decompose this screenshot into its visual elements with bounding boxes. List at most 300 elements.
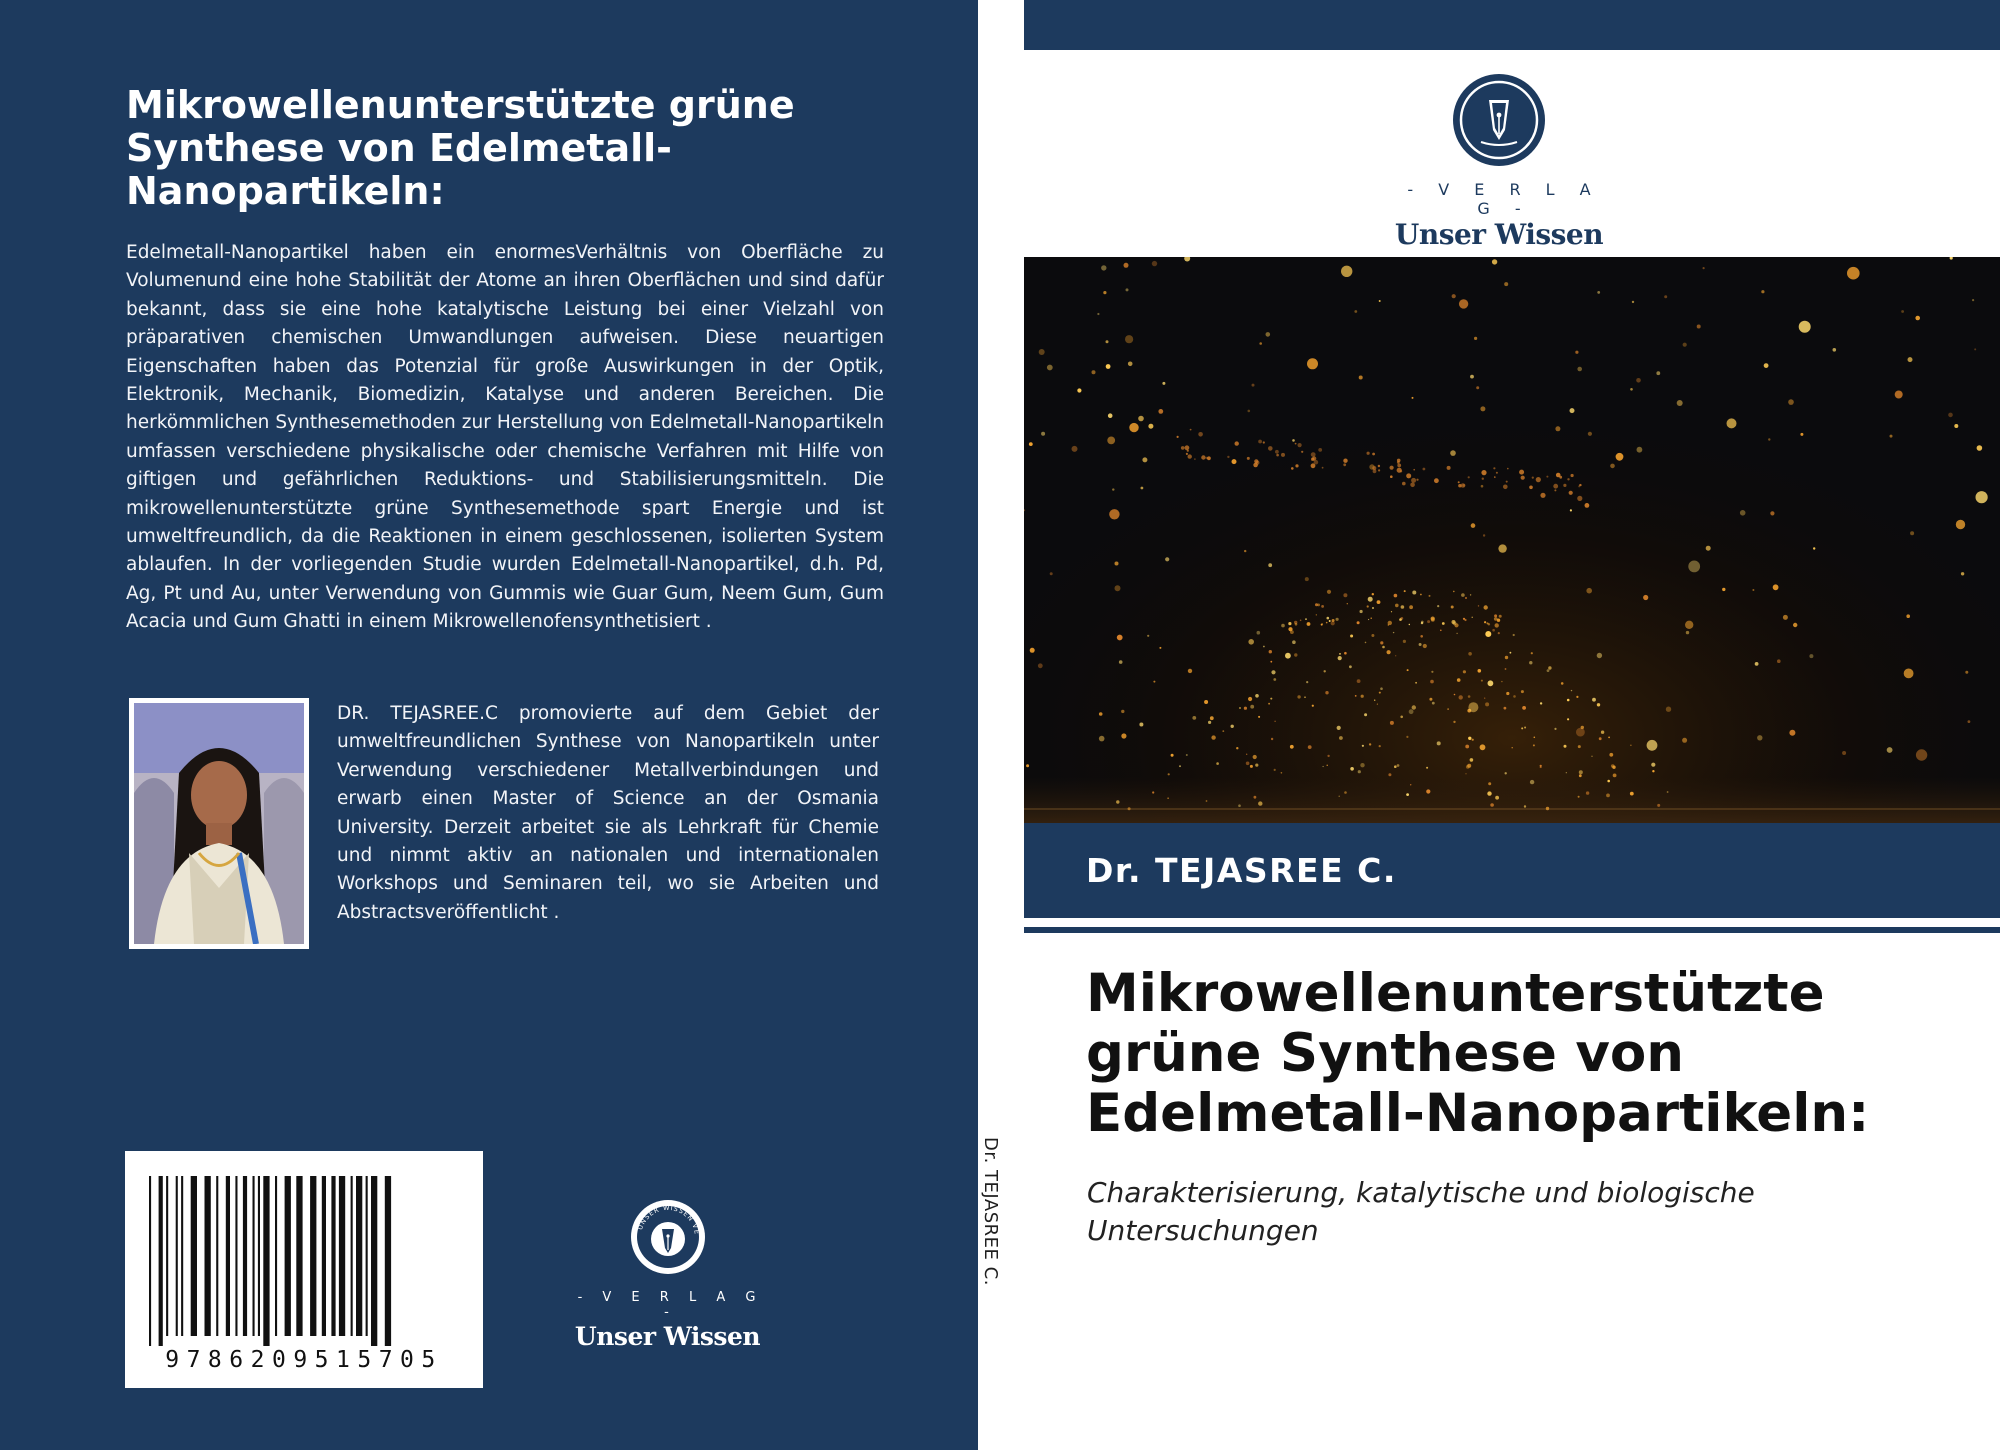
glow-particle (1686, 631, 1689, 634)
glow-particle (1129, 423, 1138, 432)
glow-particle (1506, 692, 1509, 695)
glow-particle (1390, 466, 1394, 470)
spine-author: Dr. TEJASREE C. (980, 1137, 1001, 1286)
glow-particle (1250, 705, 1254, 709)
glow-particle (1498, 632, 1500, 634)
glow-particle (1148, 424, 1153, 429)
glow-particle (1664, 295, 1667, 298)
glow-particle (1667, 791, 1669, 793)
glow-particle (1472, 739, 1474, 741)
glow-particle (1271, 670, 1275, 674)
glow-particle (1115, 585, 1121, 591)
glow-particle (1380, 687, 1383, 690)
glow-particle (1406, 736, 1408, 738)
glow-particle (1454, 694, 1456, 696)
glow-particle (1534, 737, 1536, 739)
glow-particle (1258, 716, 1260, 718)
glow-particle (1463, 670, 1466, 673)
barcode-bar (258, 1176, 260, 1336)
glow-particle (1432, 702, 1435, 705)
front-publisher-logo (1389, 72, 1609, 251)
glow-particle (1244, 707, 1247, 710)
glow-particle (1222, 730, 1224, 732)
glow-particle (1288, 627, 1292, 631)
glow-particle (1453, 591, 1455, 593)
glow-particle (1138, 416, 1144, 422)
barcode-bar (216, 1176, 218, 1336)
glow-particle (1295, 464, 1298, 467)
fountain-pen-nib-icon (629, 1198, 707, 1276)
glow-particle (1343, 463, 1346, 466)
glow-particle (1372, 466, 1376, 470)
glow-particle (1522, 706, 1526, 710)
glow-particle (1459, 299, 1468, 308)
glow-particle (1339, 736, 1343, 740)
glow-particle (1547, 669, 1550, 672)
glow-particle (1268, 703, 1270, 705)
isbn-barcode (125, 1151, 483, 1388)
glow-particle (1789, 730, 1795, 736)
glow-particle (1295, 443, 1297, 445)
glow-particle (1809, 654, 1813, 658)
glow-particle (1327, 765, 1328, 766)
glow-particle (1519, 470, 1524, 475)
glow-particle (1597, 291, 1600, 294)
glow-particle (1406, 793, 1409, 796)
glow-particle (1349, 665, 1352, 668)
glow-particle (1426, 789, 1430, 793)
glow-particle (1410, 483, 1415, 488)
glow-particle (1321, 605, 1324, 608)
barcode-bars (147, 1176, 461, 1346)
glow-particle (1464, 619, 1466, 621)
glow-particle (1372, 453, 1375, 456)
author-photo (129, 698, 309, 949)
glow-particle (1588, 432, 1592, 436)
glow-particle (1115, 562, 1119, 566)
glow-particle (1540, 766, 1542, 768)
glow-particle (1159, 647, 1161, 649)
glow-particle (1364, 713, 1367, 716)
glow-particle (1400, 470, 1402, 472)
glow-particle (1397, 764, 1400, 767)
glow-particle (1481, 470, 1486, 475)
glow-particle (1579, 484, 1581, 486)
glow-particle (1128, 807, 1131, 810)
glow-particle (1434, 478, 1439, 483)
glow-particle (1402, 482, 1406, 486)
author-band (1024, 823, 2000, 918)
glow-particle (1210, 716, 1214, 720)
glow-particle (1524, 727, 1526, 729)
glow-particle (1569, 491, 1573, 495)
glow-particle (1368, 619, 1369, 620)
glow-particle (1472, 617, 1473, 618)
barcode-bar (226, 1176, 230, 1336)
glow-particle (1397, 459, 1401, 463)
barcode-bar (339, 1176, 345, 1336)
glow-particle (1244, 550, 1246, 552)
glow-particle (1121, 733, 1126, 738)
glow-particle (1254, 796, 1257, 799)
glow-particle (1281, 624, 1285, 628)
glow-particle (1476, 386, 1479, 389)
glow-particle (1529, 486, 1533, 490)
glow-particle (1291, 467, 1294, 470)
back-cover-title: Mikrowellenunterstützte grüne Synthese von Edelmetall-Nanopartikeln: (126, 83, 795, 213)
glow-particle (1471, 523, 1476, 528)
glow-particle (1268, 446, 1273, 451)
glow-particle (1503, 485, 1508, 490)
glow-particle (1788, 399, 1794, 405)
glow-particle (1630, 792, 1634, 796)
glow-particle (1505, 668, 1507, 670)
glow-particle (1468, 652, 1472, 656)
glow-particle (1576, 696, 1578, 698)
glow-particle (1307, 358, 1318, 369)
glow-particle (1109, 509, 1119, 519)
glow-particle (1248, 410, 1251, 413)
barcode-bar (176, 1176, 178, 1336)
glow-particle (1322, 623, 1323, 624)
barcode-bar (166, 1176, 168, 1336)
glow-particle (1972, 299, 1974, 301)
glow-particle (1703, 267, 1705, 269)
barcode-bar (371, 1176, 377, 1346)
glow-particle (1616, 453, 1624, 461)
glow-particle (1656, 371, 1660, 375)
glow-particle (1478, 605, 1479, 606)
fountain-pen-nib-icon (1451, 72, 1547, 168)
glow-particle (1490, 803, 1494, 807)
glow-particle (1697, 325, 1701, 329)
glow-particle (1447, 466, 1451, 470)
glow-particle (1468, 702, 1478, 712)
glow-particle (1246, 762, 1250, 766)
glow-particle (1577, 496, 1582, 501)
front-subtitle: Charakterisierung, katalytische und biologische Untersuchungen (1087, 1176, 1755, 1247)
glow-particle (1494, 614, 1497, 617)
glow-particle (1504, 282, 1508, 286)
glow-particle (1312, 705, 1314, 707)
glow-particle (1895, 391, 1903, 399)
glow-particle (1409, 605, 1413, 609)
glowing-particles-image (1024, 257, 2000, 823)
logo-ring-text: UNSER WISSEN VE (635, 1203, 701, 1236)
glow-particle (1484, 605, 1488, 609)
glow-particle (1666, 707, 1671, 712)
glow-particle (1688, 561, 1700, 573)
glow-particle (1536, 477, 1541, 482)
glow-particle (1307, 622, 1311, 626)
glow-particle (1391, 611, 1392, 612)
glow-particle (1041, 432, 1045, 436)
glow-particle (1556, 473, 1561, 478)
front-brand-name: Unser Wissen (1394, 218, 1604, 251)
glow-particle (1597, 703, 1600, 706)
glow-particle (1484, 621, 1486, 623)
glow-particle (1412, 397, 1414, 399)
glow-particle (1652, 770, 1654, 772)
glow-particle (1126, 288, 1129, 291)
glow-particle (1399, 618, 1402, 621)
glow-particle (1106, 340, 1109, 343)
glow-particle (1461, 593, 1465, 597)
glow-particle (1147, 635, 1149, 637)
glow-particle (1555, 426, 1560, 431)
front-divider-rule (1024, 927, 2000, 933)
glow-particle (1300, 620, 1302, 622)
glow-particle (1281, 772, 1283, 774)
glow-particle (1773, 584, 1779, 590)
glow-particle (1359, 376, 1363, 380)
glow-particle (1453, 621, 1457, 625)
glow-particle (1099, 712, 1103, 716)
glow-particle (1531, 652, 1533, 654)
glow-particle (1301, 451, 1303, 453)
glow-particle (1961, 572, 1964, 575)
glow-particle (1285, 653, 1291, 659)
glow-particle (1168, 773, 1170, 775)
glow-particle (1632, 301, 1634, 303)
glow-particle (1504, 707, 1507, 710)
glow-particle (1563, 484, 1566, 487)
glow-particle (1344, 791, 1347, 794)
barcode-bar (366, 1176, 368, 1336)
glow-particle (1152, 791, 1154, 793)
barcode-bar (243, 1176, 247, 1336)
glow-particle (1546, 476, 1548, 478)
glow-particle (1577, 367, 1582, 372)
glow-particle (1142, 457, 1147, 462)
glow-particle (1521, 690, 1524, 693)
glow-particle (1513, 695, 1516, 698)
glow-particle (1451, 606, 1454, 609)
glow-particle (1591, 756, 1592, 757)
glow-particle (1208, 721, 1211, 724)
glow-particle (1965, 671, 1968, 674)
glow-particle (1238, 804, 1241, 807)
glow-particle (1530, 780, 1534, 784)
glow-particle (1316, 614, 1317, 615)
glow-particle (1908, 357, 1913, 362)
glow-particle (1274, 769, 1276, 771)
glow-particle (1683, 343, 1687, 347)
glow-particle (1813, 547, 1815, 549)
glow-particle (1106, 364, 1111, 369)
glow-particle (1761, 290, 1764, 293)
glow-particle (1378, 469, 1380, 471)
glow-particle (1437, 605, 1439, 607)
glow-particle (1382, 646, 1385, 649)
glow-particle (1263, 646, 1265, 648)
glow-particle (1185, 445, 1190, 450)
barcode-bar (191, 1176, 197, 1336)
glow-particle (1948, 413, 1953, 418)
glow-particle (1610, 464, 1615, 469)
glow-particle (1281, 453, 1285, 457)
glow-particle (1304, 696, 1306, 698)
glow-particle (1977, 445, 1983, 451)
glow-particle (1416, 479, 1418, 481)
glow-particle (1253, 463, 1258, 468)
barcode-bar (275, 1176, 277, 1336)
glow-particle (1263, 441, 1265, 443)
glow-particle (1077, 388, 1081, 392)
glow-particle (1430, 680, 1434, 684)
glow-particle (1297, 695, 1300, 698)
glow-particle (1103, 291, 1106, 294)
glow-particle (1505, 772, 1507, 774)
glow-particle (1406, 473, 1411, 478)
glow-particle (1431, 671, 1433, 673)
glow-particle (1337, 726, 1341, 730)
glow-particle (1329, 620, 1331, 622)
glow-particle (1609, 753, 1613, 757)
glow-particle (1266, 332, 1271, 337)
glow-particle (1377, 600, 1381, 604)
glow-particle (1459, 695, 1463, 699)
glow-particle (1250, 765, 1253, 768)
glow-particle (1412, 591, 1416, 595)
glow-particle (1268, 563, 1272, 567)
glow-particle (1305, 618, 1307, 620)
glow-particle (1339, 796, 1340, 797)
glow-particle (1608, 737, 1610, 739)
glow-particle (1247, 457, 1250, 460)
glow-particle (1636, 378, 1641, 383)
glow-particle (1495, 796, 1499, 800)
glow-particle (1295, 623, 1298, 626)
glow-particle (1298, 443, 1302, 447)
glow-particle (1188, 669, 1192, 673)
glow-particle (1507, 468, 1509, 470)
glow-particle (1496, 472, 1498, 474)
front-title: Mikrowellenunterstützte grüne Synthese von Edelmetall-Nanopartikeln: (1086, 963, 1870, 1144)
portrait-icon (134, 703, 304, 944)
glow-particle (1485, 631, 1491, 637)
glow-particle (1201, 455, 1205, 459)
glow-particle (1369, 743, 1371, 745)
glow-particle (1677, 400, 1683, 406)
glow-particle (1910, 531, 1914, 535)
glow-particle (1141, 487, 1144, 490)
glow-particle (1171, 754, 1174, 757)
glow-particle (1343, 459, 1347, 463)
glow-particle (1206, 800, 1208, 802)
glow-particle (1571, 474, 1574, 477)
glow-particle (1339, 653, 1341, 655)
glow-particle (1637, 447, 1643, 453)
glow-particle (1488, 680, 1494, 686)
glow-particle (1387, 650, 1391, 654)
glow-particle (1409, 624, 1410, 625)
glow-particle (1510, 652, 1512, 654)
author-bio: DR. TEJASREE.C promovierte auf dem Gebiet der umweltfreundlichen Synthese von Nanopartikeln unter Verwendung verschiedener Metallverbindungen und erwarb einen Master of Science an der Osmania University. Derzeit arbeitet sie als Lehrkraft für Chemie und nimmt aktiv an nationalen und internationalen Workshops und Seminaren teil, wo sie Arbeiten und Abstractsveröffentlicht . (337, 703, 879, 923)
barcode-bar (263, 1176, 269, 1346)
barcode-bar (149, 1176, 151, 1346)
glow-particle (1524, 805, 1526, 807)
glow-particle (1554, 728, 1556, 730)
glow-particle (1397, 464, 1401, 468)
glow-particle (1579, 774, 1582, 777)
glow-particle (1437, 741, 1441, 745)
glow-particle (1288, 622, 1291, 625)
glow-particle (1512, 747, 1513, 748)
glow-particle (1270, 698, 1272, 700)
glow-particle (1419, 643, 1422, 646)
glow-particle (1956, 520, 1965, 529)
glow-particle (1153, 681, 1155, 683)
glow-particle (1367, 452, 1370, 455)
glow-particle (1403, 640, 1406, 643)
glow-particle (1252, 384, 1255, 387)
glow-particle (1571, 690, 1572, 691)
glow-particle (1357, 679, 1361, 683)
glow-particle (1513, 634, 1515, 636)
glow-particle (1415, 682, 1417, 684)
glow-particle (1579, 770, 1583, 774)
glow-particle (1255, 694, 1259, 698)
glow-particle (1567, 718, 1569, 720)
barcode-bar (285, 1176, 291, 1336)
glow-particle (1606, 794, 1610, 798)
glow-particle (1585, 503, 1590, 508)
glow-particle (1124, 263, 1129, 268)
glow-particle (1540, 702, 1542, 704)
glow-particle (1485, 702, 1489, 706)
glow-particle (1165, 557, 1169, 561)
glow-particle (1601, 731, 1604, 734)
glow-particle (1379, 692, 1381, 694)
glow-particle (1327, 590, 1331, 594)
glow-particle (1311, 463, 1316, 468)
back-cover-blurb: Edelmetall-Nanopartikel haben ein enormesVerhältnis von Oberfläche zu Volumenund eine hohe Stabilität der Atome an ihren Oberflächen und sind dafür bekannt, dass sie eine hohe katalytische Leistung bei einer Vielzahl von präparativen chemischen Umwandlungen aufweisen. Diese neuartigen Eigenschaften haben das Potenzial für große Auswirkungen in der Optik, Elektronik, Mechanik, Biomedizin, Katalyse und anderen Bereichen. Die herkömmlichen Synthesemethoden zur Herstellung von Edelmetall-Nanopartikeln umfassen verschiedene physikalische oder chemische Verfahren mit Hilfe von giftigen und gefährlichen Reduktions- und Stabilisierungsmitteln. Die mikrowellenunterstützte grüne Synthesemethode spart Energie und ist umweltfreundlich, da die Reaktionen in einem geschlossenen, isolierten System ablaufen. In der vorliegenden Studie wurden Edelmetall-Nanopartikel, d.h. Pd, Ag, Pt und Au, unter Verwendung von Gummis wie Guar Gum, Neem Gum, Gum Acacia und Gum Ghatti in einem Mikrowellenofensynthetisiert . (126, 242, 884, 633)
glow-particle (1470, 758, 1474, 762)
glow-particle (1461, 483, 1466, 488)
glow-particle (1764, 363, 1769, 368)
glow-particle (1306, 681, 1308, 683)
glow-particle (1322, 467, 1324, 469)
glow-particle (1426, 767, 1428, 769)
glow-particle (1275, 450, 1279, 454)
glow-particle (1429, 595, 1431, 597)
barcode-bar (310, 1176, 316, 1336)
glow-particle (1722, 588, 1725, 591)
glow-particle (1906, 614, 1910, 618)
glow-particle (1706, 546, 1711, 551)
glow-particle (1292, 640, 1296, 644)
glow-particle (1647, 740, 1658, 751)
glow-particle (1395, 655, 1396, 656)
glow-particle (1612, 766, 1615, 769)
glow-particle (1529, 661, 1532, 664)
glow-particle (1187, 450, 1189, 452)
glow-particle (1570, 509, 1572, 511)
glow-particle (1506, 481, 1508, 483)
glow-particle (1492, 629, 1495, 632)
glow-particle (1410, 784, 1411, 785)
glow-particle (1484, 698, 1485, 699)
glow-particle (1412, 705, 1416, 709)
glow-particle (1793, 623, 1797, 627)
glow-particle (1188, 454, 1192, 458)
glow-particle (1954, 424, 1958, 428)
glow-particle (1380, 641, 1383, 644)
glow-particle (1099, 736, 1105, 742)
glow-particle (1470, 594, 1471, 595)
glow-particle (1976, 491, 1988, 503)
